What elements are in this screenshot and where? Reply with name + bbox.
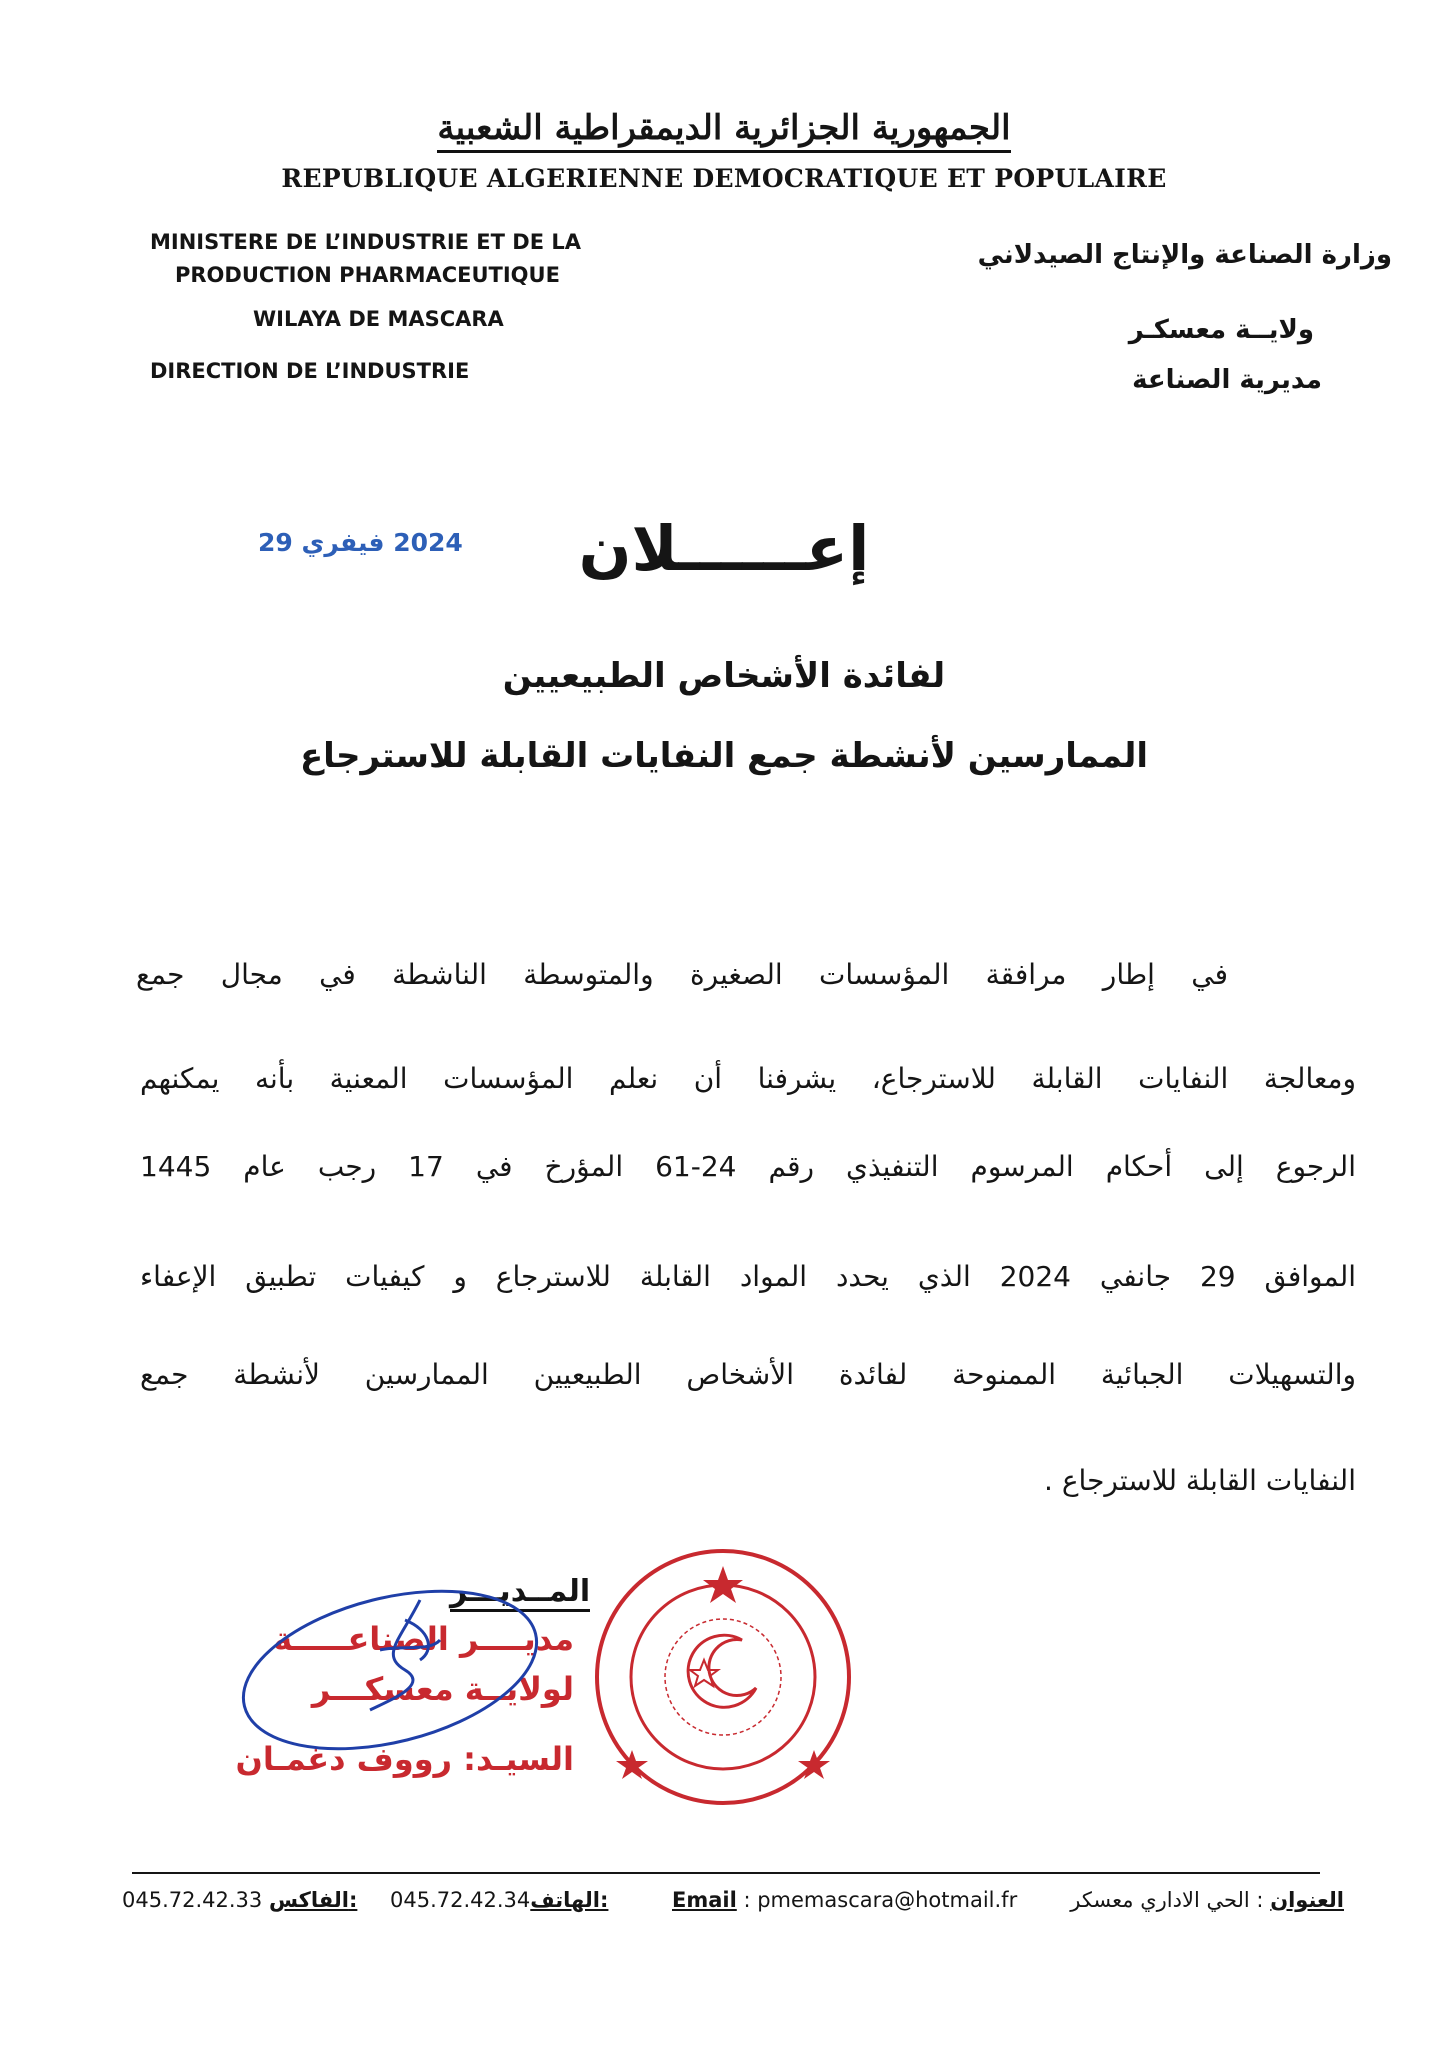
phone-label: الهاتف: (530, 1888, 609, 1912)
footer-email (672, 1888, 1017, 1912)
stamp-wilaya-line: لولايــة معسكـــر (311, 1670, 574, 1708)
ministry-french-line-1: MINISTERE DE L’INDUSTRIE ET DE LA (150, 230, 582, 254)
body-line: النفايات القابلة للاسترجاع . (1044, 1464, 1356, 1497)
email-label: Email (672, 1888, 737, 1912)
fax-value: 045.72.42.33 (122, 1888, 263, 1912)
official-round-seal (592, 1540, 854, 1814)
ministry-arabic: وزارة الصناعة والإنتاج الصيدلاني (977, 240, 1392, 270)
body-line: الموافق 29 جانفي 2024 الذي يحدد المواد القابلة للاسترجاع و كيفيات تطبيق الإعفاء (140, 1260, 1356, 1293)
phone-value: 045.72.42.34 (390, 1888, 531, 1912)
address-label: العنوان (1270, 1888, 1344, 1912)
footer-divider (132, 1872, 1320, 1874)
announcement-subtitle-1: لفائدة الأشخاص الطبيعيين (502, 656, 946, 696)
stamp-name-line: السيـد: رووف دغمـان (235, 1740, 574, 1778)
body-line: والتسهيلات الجبائية الممنوحة لفائدة الأشخاص الطبيعيين الممارسين لأنشطة جمع (140, 1358, 1356, 1391)
footer-fax (122, 1888, 357, 1912)
ministry-french-line-2: PRODUCTION PHARMACEUTIQUE (175, 263, 560, 287)
date-stamp: 2024 فيفري 29 (258, 528, 463, 557)
address-value: : الحي الاداري معسكر (1070, 1888, 1271, 1912)
announcement-subtitle-2: الممارسين لأنشطة جمع النفايات القابلة للاسترجاع (299, 736, 1149, 776)
direction-french: DIRECTION DE L’INDUSTRIE (150, 359, 470, 383)
email-value[interactable]: : pmemascara@hotmail.fr (736, 1888, 1018, 1912)
republic-name-arabic: الجمهورية الجزائرية الديمقراطية الشعبية (0, 108, 1448, 148)
body-line: ومعالجة النفايات القابلة للاسترجاع، يشرفنا أن نعلم المؤسسات المعنية بأنه يمكنهم (140, 1062, 1356, 1095)
footer-phone (390, 1888, 608, 1912)
wilaya-arabic: ولايــة معسكـر (1128, 315, 1314, 345)
stamp-director-line: مديــــر الصناعـــــة (273, 1620, 574, 1658)
republic-name-french: REPUBLIQUE ALGERIENNE DEMOCRATIQUE ET POPULAIRE (281, 164, 1167, 193)
fax-label: الفاكس: (268, 1888, 358, 1912)
announcement-title: إعــــــلان (578, 512, 870, 585)
wilaya-french: WILAYA DE MASCARA (253, 307, 504, 331)
handwritten-signature (230, 1560, 560, 1770)
body-line: في إطار مرافقة المؤسسات الصغيرة والمتوسطة الناشطة في مجال جمع (136, 958, 1228, 991)
footer-address (1070, 1888, 1344, 1912)
direction-arabic: مديرية الصناعة (1132, 365, 1322, 395)
signatory-title: المــديـــر (450, 1574, 590, 1609)
body-line: الرجوع إلى أحكام المرسوم التنفيذي رقم 24-61 المؤرخ في 17 رجب عام 1445 (140, 1150, 1356, 1183)
